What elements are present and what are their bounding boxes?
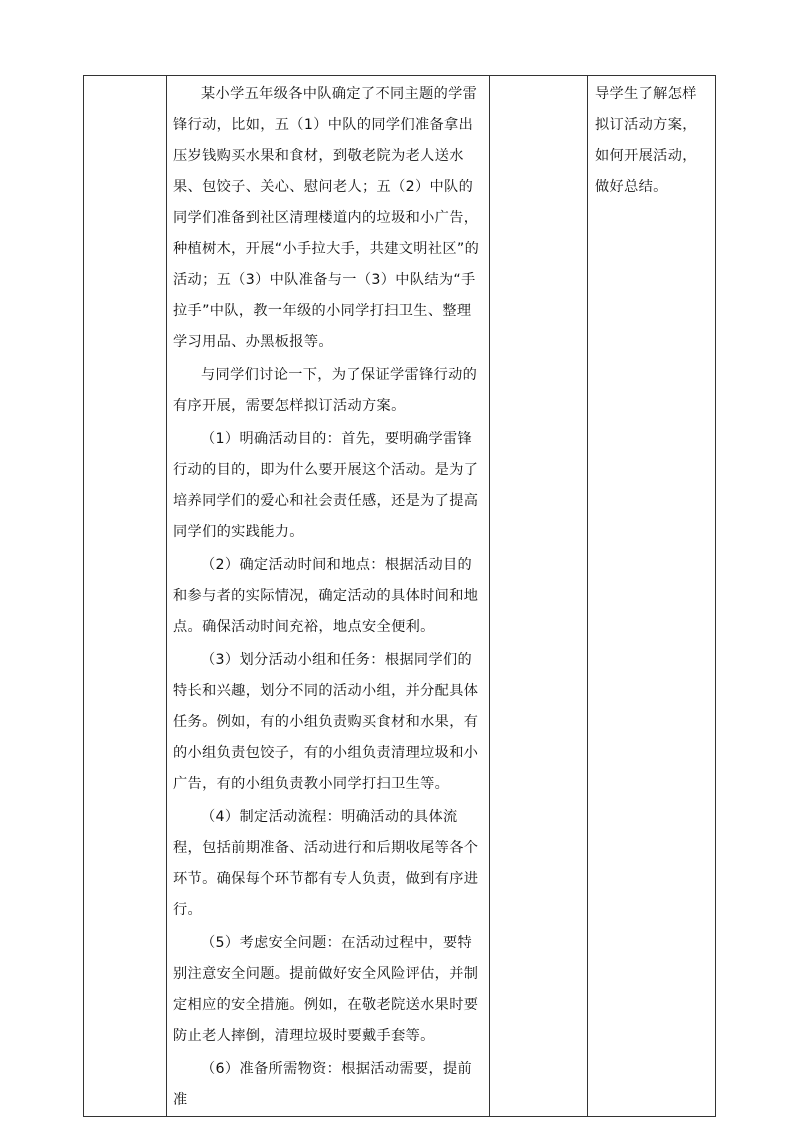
lesson-plan-table bbox=[83, 75, 716, 1117]
paragraph-step-5: （5）考虑安全问题：在活动过程中，要特别注意安全问题。提前做好安全风险评估，并制定相应的安全措施。例如，在敬老院送水果时要防止老人摔倒，清理垃圾时要戴手套等。 bbox=[173, 935, 479, 1044]
paragraph-step-3: （3）划分活动小组和任务：根据同学们的特长和兴趣，划分不同的活动小组，并分配具体任务。例如，有的小组负责购买食材和水果，有的小组负责包饺子，有的小组负责清理垃圾和小广告，有的小组负责教小同学打扫卫生等。 bbox=[173, 652, 479, 792]
activity-content-text bbox=[167, 76, 489, 1116]
paragraph-step-2: （2）确定活动时间和地点：根据活动目的和参与者的实际情况，确定活动的具体时间和地点。确保活动时间充裕，地点安全便利。 bbox=[173, 557, 479, 635]
table-cell-design-intent bbox=[588, 76, 716, 1117]
table-row bbox=[84, 76, 716, 1117]
paragraph-step-1: （1）明确活动目的：首先，要明确学雷锋行动的目的，即为什么要开展这个活动。是为了培养同学们的爱心和社会责任感，还是为了提高同学们的实践能力。 bbox=[173, 431, 479, 540]
paragraph-step-4: （4）制定活动流程：明确活动的具体流程，包括前期准备、活动进行和后期收尾等各个环节。确保每个环节都有专人负责，做到有序进行。 bbox=[173, 809, 479, 918]
paragraph-intro: 某小学五年级各中队确定了不同主题的学雷锋行动，比如，五（1）中队的同学们准备拿出压岁钱购买水果和食材，到敬老院为老人送水果、包饺子、关心、慰问老人；五（2）中队的同学们准备到社区清理楼道内的垃圾和小广告，种植树木，开展“小手拉大手，共建文明社区”的活动；五（3）中队准备与一（3）中队结为“手拉手”中队，教一年级的小同学打扫卫生、整理学习用品、办黑板报等。 bbox=[173, 86, 480, 350]
paragraph-step-6: （6）准备所需物资：根据活动需要，提前准 bbox=[173, 1061, 473, 1108]
paragraph-discussion: 与同学们讨论一下，为了保证学雷锋行动的有序开展，需要怎样拟订活动方案。 bbox=[173, 367, 478, 414]
design-intent-text: 导学生了解怎样拟订活动方案，如何开展活动，做好总结。 bbox=[595, 86, 697, 195]
table-cell-activity-content bbox=[167, 76, 490, 1117]
table-cell-blank-left bbox=[84, 76, 167, 1117]
table-cell-blank-middle bbox=[490, 76, 588, 1117]
